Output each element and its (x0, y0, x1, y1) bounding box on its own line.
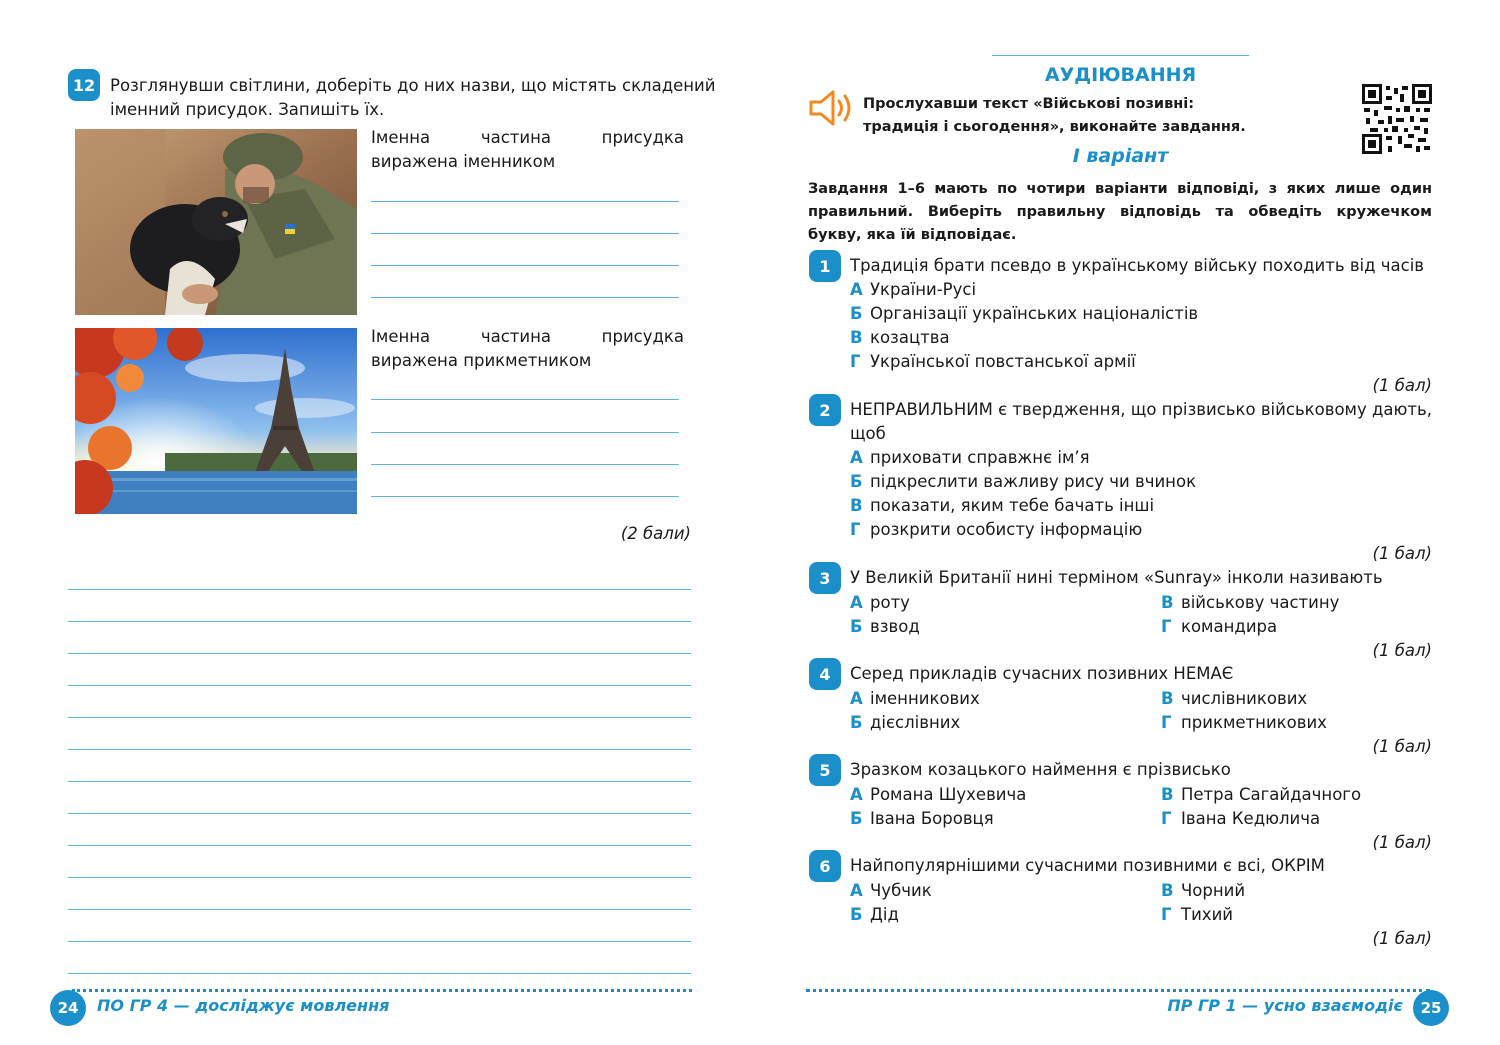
answer-option[interactable] (850, 446, 1090, 470)
page-number-right (1413, 990, 1449, 1026)
option-letter: Б (850, 809, 863, 828)
answer-line[interactable] (371, 432, 679, 433)
section-title: АУДІЮВАННЯ (1044, 64, 1197, 86)
writing-line[interactable] (68, 717, 691, 718)
footer-divider (72, 989, 692, 992)
answer-line[interactable] (371, 464, 679, 465)
question-number: 2 (819, 400, 831, 420)
listening-intro: Прослухавши текст «Військові позивні: традиція і сьогодення», виконайте завдання. (863, 96, 1246, 135)
option-letter: В (1161, 689, 1174, 708)
photo-eiffel-tower (75, 328, 357, 514)
question-points: (1 бал) (1372, 376, 1432, 395)
photo1-caption: Іменна частина присудка виражена іменником (371, 128, 684, 171)
variant-title: І варіант (1072, 145, 1169, 167)
answer-option[interactable] (1161, 711, 1327, 735)
option-text: числівникових (1181, 689, 1308, 708)
answer-line[interactable] (371, 297, 679, 298)
option-letter: Г (850, 352, 861, 371)
writing-line[interactable] (68, 877, 691, 878)
answer-option[interactable] (1161, 615, 1277, 639)
answer-option[interactable] (1161, 591, 1339, 615)
option-text: Петра Сагайдачного (1181, 785, 1362, 804)
option-letter: А (850, 280, 863, 299)
page-number-label: 24 (57, 999, 79, 1017)
option-text: Івана Боровця (870, 809, 994, 828)
option-letter: Б (850, 617, 863, 636)
option-letter: В (1161, 785, 1174, 804)
option-letter: В (850, 496, 863, 515)
question-points: (1 бал) (1372, 544, 1432, 563)
option-text: роту (870, 593, 910, 612)
option-letter: А (850, 881, 863, 900)
answer-option[interactable] (850, 326, 950, 350)
question-number: 3 (819, 568, 831, 588)
page-number-left (50, 990, 86, 1026)
option-text: Тихий (1181, 905, 1234, 924)
writing-line[interactable] (68, 685, 691, 686)
answer-option[interactable] (850, 494, 1154, 518)
question-points: (1 бал) (1372, 641, 1432, 660)
option-text: Чубчик (870, 881, 932, 900)
answer-line[interactable] (371, 399, 679, 400)
option-letter: Г (1161, 713, 1172, 732)
writing-line[interactable] (68, 941, 691, 942)
option-text: Дід (870, 905, 899, 924)
footer-left-label: ПО ГР 4 — досліджує мовлення (97, 996, 390, 1015)
qr-code[interactable] (1362, 84, 1432, 154)
question-text: Серед прикладів сучасних позивних НЕМАЄ (850, 664, 1234, 683)
question-points: (1 бал) (1372, 737, 1432, 756)
writing-line[interactable] (68, 845, 691, 846)
question-number: 4 (819, 664, 831, 684)
answer-option[interactable] (1161, 687, 1307, 711)
answer-option[interactable] (850, 591, 910, 615)
option-text: військову частину (1181, 593, 1340, 612)
answer-option[interactable] (850, 350, 1136, 374)
photo-soldier-with-dog (75, 129, 357, 315)
question-points: (1 бал) (1372, 929, 1432, 948)
task-points: (2 бали) (620, 524, 691, 543)
question-number: 5 (819, 760, 831, 780)
footer-divider (806, 989, 1430, 992)
option-letter: Б (850, 713, 863, 732)
option-letter: Б (850, 304, 863, 323)
option-text: України-Русі (870, 280, 977, 299)
question-number-badge (809, 754, 841, 786)
option-text: іменникових (870, 689, 980, 708)
option-letter: В (1161, 881, 1174, 900)
answer-option[interactable] (850, 687, 980, 711)
speaker-icon (807, 88, 857, 128)
page-number-label: 25 (1420, 999, 1442, 1017)
question-text: Зразком козацького наймення є прізвисько (850, 760, 1231, 779)
answer-option[interactable] (850, 470, 1196, 494)
writing-line[interactable] (68, 589, 691, 590)
option-letter: Б (850, 472, 863, 491)
question-number-badge (809, 394, 841, 426)
writing-line[interactable] (68, 813, 691, 814)
question-text: Традиція брати псевдо в українському війську походить від часів (850, 256, 1425, 275)
footer-right-label: ПР ГР 1 — усно взаємодіє (1167, 996, 1403, 1015)
question-text: Найпопулярнішими сучасними позивними є всі, ОКРІМ (850, 856, 1325, 875)
answer-option[interactable] (1161, 903, 1233, 927)
task-prompt-line1: Розглянувши світлини, доберіть до них назви, що містять складений (110, 76, 716, 95)
answer-option[interactable] (850, 807, 994, 831)
answer-line[interactable] (371, 233, 679, 234)
option-text: Української повстанської армії (870, 352, 1136, 371)
question-number-badge (809, 658, 841, 690)
option-text: Чорний (1181, 881, 1246, 900)
option-text: Романа Шухевича (870, 785, 1027, 804)
writing-line[interactable] (68, 781, 691, 782)
option-letter: А (850, 448, 863, 467)
question-number: 6 (819, 856, 831, 876)
option-letter: Г (1161, 905, 1172, 924)
question-number-badge (809, 562, 841, 594)
option-text: приховати справжнє ім’я (870, 448, 1090, 467)
option-text: козацтва (870, 328, 950, 347)
answer-option[interactable] (850, 711, 960, 735)
option-text: показати, яким тебе бачать інші (870, 496, 1155, 515)
answer-line[interactable] (371, 265, 679, 266)
option-text: розкрити особисту інформацію (870, 520, 1143, 539)
answer-option[interactable] (850, 518, 1142, 542)
writing-line[interactable] (68, 653, 691, 654)
question-text: У Великій Британії нині терміном «Sunray» інколи називають (850, 568, 1383, 587)
writing-line[interactable] (68, 909, 691, 910)
answer-line[interactable] (371, 201, 679, 202)
writing-line[interactable] (68, 973, 691, 974)
answer-option[interactable] (850, 278, 976, 302)
option-text: Івана Кедюлича (1181, 809, 1321, 828)
question-number-badge (809, 850, 841, 882)
answer-option[interactable] (1161, 783, 1361, 807)
option-text: прикметникових (1181, 713, 1327, 732)
question-points: (1 бал) (1372, 833, 1432, 852)
writing-line[interactable] (68, 621, 691, 622)
instructions: Завдання 1–6 мають по чотири варіанти відповіді, з яких лише один правильний. Виберіть правильну відповідь та обведіть кружечком букву, яка їй відповідає. (808, 181, 1432, 243)
option-text: підкреслити важливу рису чи вчинок (870, 472, 1197, 491)
question-number-badge (809, 250, 841, 282)
option-letter: А (850, 785, 863, 804)
question-number: 1 (819, 256, 831, 276)
option-letter: Б (850, 905, 863, 924)
question-text: НЕПРАВИЛЬНИМ є твердження, що прізвисько військовому дають, щоб (850, 400, 1432, 443)
answer-option[interactable] (850, 615, 920, 639)
task-prompt-line2: іменний присудок. Запишіть їх. (110, 100, 385, 119)
option-letter: А (850, 593, 863, 612)
option-letter: Г (1161, 617, 1172, 636)
option-letter: Г (850, 520, 861, 539)
photo2-caption: Іменна частина присудка виражена прикметником (371, 327, 684, 370)
option-text: взвод (870, 617, 920, 636)
option-letter: Г (1161, 809, 1172, 828)
writing-line[interactable] (68, 749, 691, 750)
answer-option[interactable] (850, 903, 899, 927)
option-letter: В (850, 328, 863, 347)
option-text: Організації українських націоналістів (870, 304, 1199, 323)
answer-option[interactable] (850, 879, 932, 903)
task-number: 12 (72, 75, 96, 95)
answer-option[interactable] (850, 783, 1026, 807)
answer-line[interactable] (371, 496, 679, 497)
section-title-rule (992, 55, 1249, 56)
answer-option[interactable] (1161, 879, 1245, 903)
answer-option[interactable] (1161, 807, 1320, 831)
option-text: командира (1181, 617, 1278, 636)
answer-option[interactable] (850, 302, 1198, 326)
option-letter: В (1161, 593, 1174, 612)
option-text: дієслівних (870, 713, 961, 732)
option-letter: А (850, 689, 863, 708)
task-number-badge (68, 69, 100, 101)
